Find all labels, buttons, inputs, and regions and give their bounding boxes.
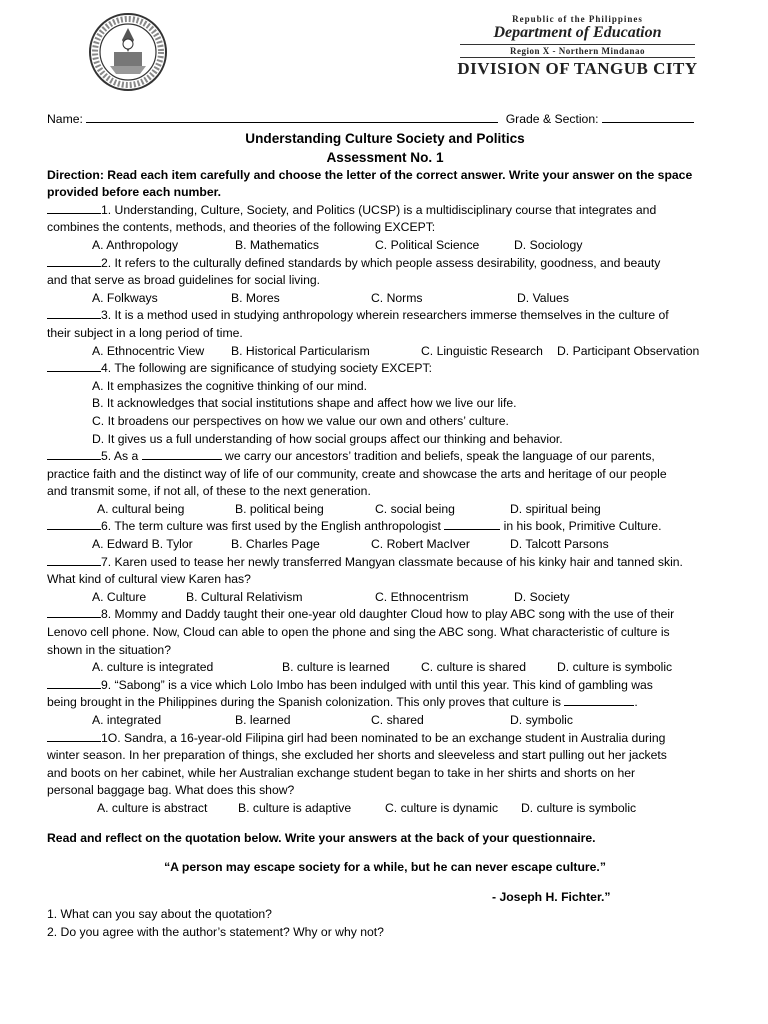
choices-5	[47, 501, 723, 519]
choice-d: D. spiritual being	[510, 501, 601, 516]
choice-a: A. cultural being	[97, 501, 185, 516]
reflection-question-2: 2. Do you agree with the author’s statement? Why or why not?	[47, 924, 384, 939]
choice-c: C. Norms	[371, 290, 423, 305]
question-4: 4. The following are significance of studying society EXCEPT:	[47, 360, 723, 378]
choices-8	[47, 659, 723, 677]
name-label: Name:	[47, 112, 83, 126]
quotation-author: - Joseph H. Fichter.”	[492, 889, 611, 904]
question-text: combines the contents, methods, and theories of the following EXCEPT:	[47, 220, 436, 235]
choice-c: C. culture is dynamic	[385, 800, 499, 815]
question-text: shown in the situation?	[47, 642, 171, 657]
choice-d: D. culture is symbolic	[521, 800, 637, 815]
choice-d: D. culture is symbolic	[557, 660, 673, 675]
page-title: Understanding Culture Society and Politics	[245, 130, 525, 146]
question-9: 9. “Sabong” is a vice which Lolo Imbo has been indulged with until this year. This kind of gambling was	[47, 677, 723, 695]
choice-a: A. Culture	[92, 589, 147, 604]
question-8: 8. Mommy and Daddy taught their one-year old daughter Cloud how to play ABC song with the use of their	[47, 606, 723, 624]
choice-d: D. Society	[514, 589, 570, 604]
question-text: being brought in the Philippines during the Spanish colonization. This only proves that culture is .	[47, 695, 638, 710]
region-text: Region X - Northern Mindanao	[460, 44, 695, 58]
department-text: Department of Education	[493, 24, 662, 41]
choice-a: A. It emphasizes the cognitive thinking of our mind.	[92, 378, 368, 393]
choice-d: D. Values	[517, 290, 569, 305]
question-5: 5. As a we carry our ancestors’ tradition and beliefs, speak the language of our parents,	[47, 448, 723, 466]
quotation: “A person may escape society for a while, but he can never escape culture.”	[164, 860, 606, 875]
answer-blank-8[interactable]	[47, 606, 101, 618]
question-3: 3. It is a method used in studying anthropology wherein researchers immerse themselves in the culture of	[47, 307, 723, 325]
division-text: DIVISION OF TANGUB CITY	[457, 59, 698, 78]
question-2: 2. It refers to the culturally defined standards by which people assess desirability, goodness, and beauty	[47, 255, 723, 273]
choice-c: C. Linguistic Research	[421, 343, 543, 358]
name-grade-line	[47, 111, 723, 129]
choice-b: B. Mathematics	[235, 237, 319, 252]
choice-a: A. Folkways	[92, 290, 158, 305]
answer-blank-7[interactable]	[47, 554, 101, 566]
choice-d: D. Sociology	[514, 237, 583, 252]
question-1: 1. Understanding, Culture, Society, and Politics (UCSP) is a multidisciplinary course that integrates and	[47, 202, 723, 220]
choice-b: B. Mores	[231, 290, 280, 305]
choice-c: C. It broadens our perspectives on how we value our own and others’ culture.	[92, 413, 509, 428]
choices-10	[47, 800, 723, 818]
choice-b: B. culture is adaptive	[238, 800, 352, 815]
choice-c: C. Political Science	[375, 237, 480, 252]
assessment-body	[47, 111, 723, 942]
republic-text: Republic of the Philippines	[512, 14, 643, 24]
name-field[interactable]	[86, 111, 498, 123]
choice-b: B. political being	[235, 501, 324, 516]
choice-b: B. learned	[235, 713, 291, 727]
choices-1	[47, 237, 723, 255]
answer-blank-10[interactable]	[47, 730, 101, 742]
reflection-instruction: Read and reflect on the quotation below. Write your answers at the back of your questionnaire.	[47, 830, 596, 845]
choice-a: A. Anthropology	[92, 237, 179, 252]
direction-line: Direction: Read each item carefully and choose the letter of the correct answer. Write your answer on the space	[47, 167, 693, 182]
choice-a: A. culture is integrated	[92, 660, 214, 675]
assessment-number: Assessment No. 1	[326, 149, 444, 165]
question-text: practice faith and the distinct way of life of our community, create and showcase the arts and heritage of our people	[47, 466, 667, 481]
choice-d: D. symbolic	[510, 713, 573, 727]
choices-3	[47, 343, 723, 361]
choice-b: B. Historical Particularism	[231, 343, 370, 358]
choice-b: B. culture is learned	[282, 660, 390, 675]
question-10: 1O. Sandra, a 16-year-old Filipina girl had been nominated to be an exchange student in Australia during	[47, 730, 723, 748]
agency-header	[440, 14, 715, 79]
choice-b: B. Charles Page	[231, 537, 320, 552]
choices-7	[47, 589, 723, 607]
grade-section-field[interactable]	[602, 111, 694, 123]
choice-d: D. Participant Observation	[557, 343, 700, 358]
question-text: their subject in a long period of time.	[47, 325, 243, 340]
choice-d: D. It gives us a full understanding of how social groups affect our thinking and behavior.	[92, 431, 563, 446]
question-text: winter season. In her preparation of things, she excluded her shorts and sleeveless and start pulling out her jackets	[47, 748, 667, 763]
direction-line: provided before each number.	[47, 185, 222, 200]
question-text: and transmit some, if not all, of these to the next generation.	[47, 484, 371, 499]
answer-blank-6[interactable]	[47, 518, 101, 530]
question-text: personal baggage bag. What does this show?	[47, 783, 295, 798]
choice-d: D. Talcott Parsons	[510, 537, 609, 552]
document-header	[0, 0, 768, 100]
choices-2	[47, 290, 723, 308]
answer-blank-1[interactable]	[47, 202, 101, 214]
fill-blank[interactable]	[564, 694, 634, 706]
deped-seal-logo	[88, 12, 168, 92]
choices-9	[47, 712, 723, 730]
fill-blank[interactable]	[444, 518, 500, 530]
choice-a: A. Edward B. Tylor	[92, 537, 193, 552]
question-text: What kind of cultural view Karen has?	[47, 572, 251, 587]
question-7: 7. Karen used to tease her newly transferred Mangyan classmate because of his kinky hair and tanned skin.	[47, 554, 723, 572]
answer-blank-2[interactable]	[47, 255, 101, 267]
reflection-question-1: 1. What can you say about the quotation?	[47, 907, 272, 922]
choice-a: A. culture is abstract	[97, 800, 208, 815]
choice-c: C. shared	[371, 713, 424, 727]
question-6: 6. The term culture was first used by the English anthropologist in his book, Primitive Culture.	[47, 518, 723, 536]
choice-c: C. social being	[375, 501, 455, 516]
choice-c: C. Robert MacIver	[371, 537, 470, 552]
answer-blank-3[interactable]	[47, 307, 101, 319]
choice-c: C. Ethnocentrism	[375, 589, 469, 604]
choice-c: C. culture is shared	[421, 660, 526, 675]
choice-b: B. Cultural Relativism	[186, 589, 303, 604]
question-text: and boots on her cabinet, while her Australian exchange student began to take in her shirts and shorts on her	[47, 765, 636, 780]
choice-a: A. Ethnocentric View	[92, 343, 205, 358]
answer-blank-5[interactable]	[47, 448, 101, 460]
answer-blank-9[interactable]	[47, 677, 101, 689]
question-text: Lenovo cell phone. Now, Cloud can able to open the phone and sing the ABC song. What characteristic of culture is	[47, 625, 670, 640]
choice-b: B. It acknowledges that social institutions shape and affect how we live our life.	[92, 396, 517, 411]
choice-a: A. integrated	[92, 713, 162, 727]
choices-6	[47, 536, 723, 554]
question-text: and that serve as broad guidelines for social living.	[47, 273, 321, 288]
grade-label: Grade & Section:	[505, 112, 599, 126]
answer-blank-4[interactable]	[47, 360, 101, 372]
fill-blank[interactable]	[142, 448, 222, 460]
